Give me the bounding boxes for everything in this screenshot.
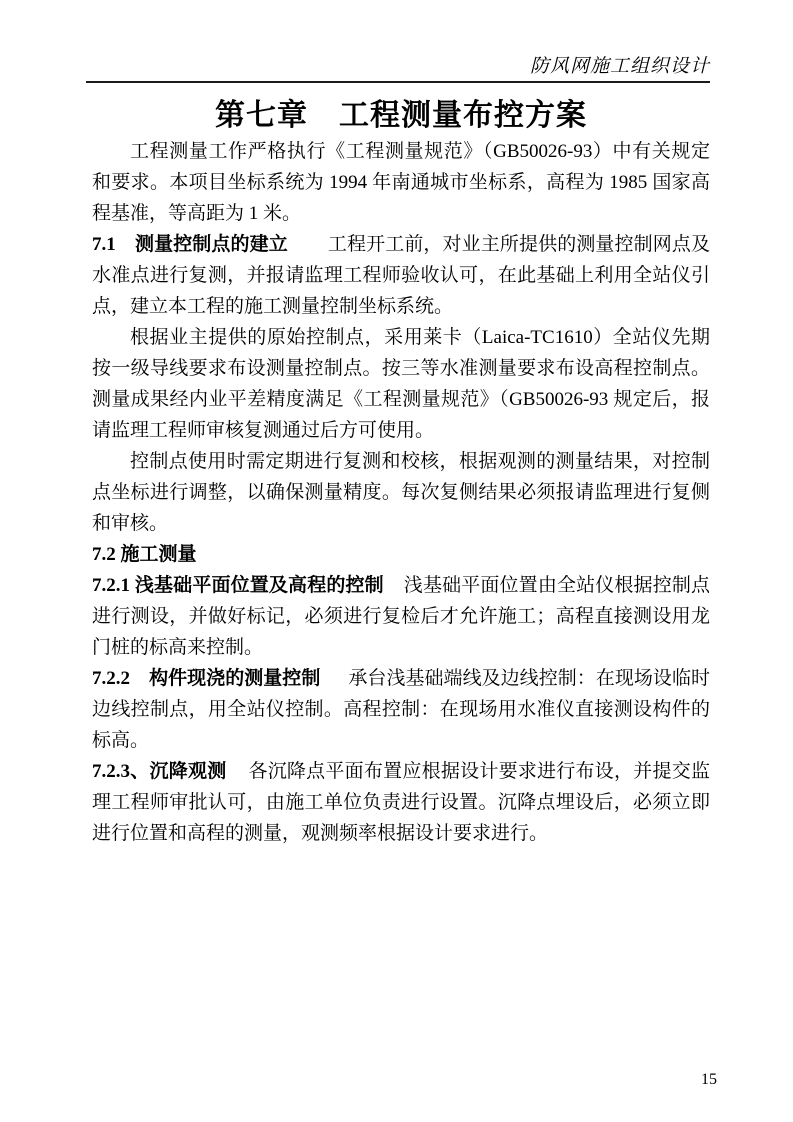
section-7-2-2-heading: 7.2.2 构件现浇的测量控制 xyxy=(92,668,321,689)
section-7-2 xyxy=(92,539,710,570)
section-7-1-body: 工程开工前，对业主所提供的测量控制网点及水准点进行复测，并报请监理工程师验收认可，在此基础上利用全站仪引点，建立本工程的施工测量控制坐标系统。 xyxy=(92,234,710,317)
page-header xyxy=(92,57,710,76)
section-7-2-3 xyxy=(92,756,710,849)
header-rule xyxy=(86,81,710,83)
section-7-2-3-body: 各沉降点平面布置应根据设计要求进行布设，并提交监理工程师审批认可，由施工单位负责进行设置。沉降点埋设后，必须立即进行位置和高程的测量，观测频率根据设计要求进行。 xyxy=(92,761,710,844)
paragraph-survey-points: 根据业主提供的原始控制点，采用莱卡（Laica-TC1610）全站仪先期按一级导线要求布设测量控制点。按三等水准测量要求布设高程控制点。测量成果经内业平差精度满足《工程测量规范》（GB50026-93 规定后，报请监理工程师审核复测通过后方可使用。 xyxy=(92,327,710,441)
page-number: 15 xyxy=(701,1071,717,1088)
section-7-1 xyxy=(92,229,710,322)
section-7-2-1-heading: 7.2.1 浅基础平面位置及高程的控制 xyxy=(92,575,384,596)
section-7-1-heading: 7.1 测量控制点的建立 xyxy=(92,234,288,255)
section-7-2-2-body: 承台浅基础端线及边线控制：在现场设临时边线控制点，用全站仪控制。高程控制：在现场用水准仪直接测设构件的标高。 xyxy=(92,668,710,751)
section-7-2-3-heading: 7.2.3、沉降观测 xyxy=(92,761,227,782)
section-7-2-heading: 7.2 施工测量 xyxy=(92,544,197,565)
paragraph-control-points: 控制点使用时需定期进行复测和校核，根据观测的测量结果，对控制点坐标进行调整，以确保测量精度。每次复侧结果必须报请监理进行复侧和审核。 xyxy=(92,451,710,534)
chapter-title: 第七章 工程测量布控方案 xyxy=(215,99,587,132)
section-7-2-1 xyxy=(92,570,710,663)
header-title: 防风网施工组织设计 xyxy=(529,56,710,77)
section-7-2-2 xyxy=(92,663,710,756)
intro-paragraph: 工程测量工作严格执行《工程测量规范》（GB50026-93）中有关规定和要求。本项目坐标系统为 1994 年南通城市坐标系，高程为 1985 国家高程基准，等高距为 1 米。 xyxy=(92,141,710,224)
section-7-2-1-body: 浅基础平面位置由全站仪根据控制点进行测设，并做好标记，必须进行复检后才允许施工；高程直接测设用龙门桩的标高来控制。 xyxy=(92,575,710,658)
